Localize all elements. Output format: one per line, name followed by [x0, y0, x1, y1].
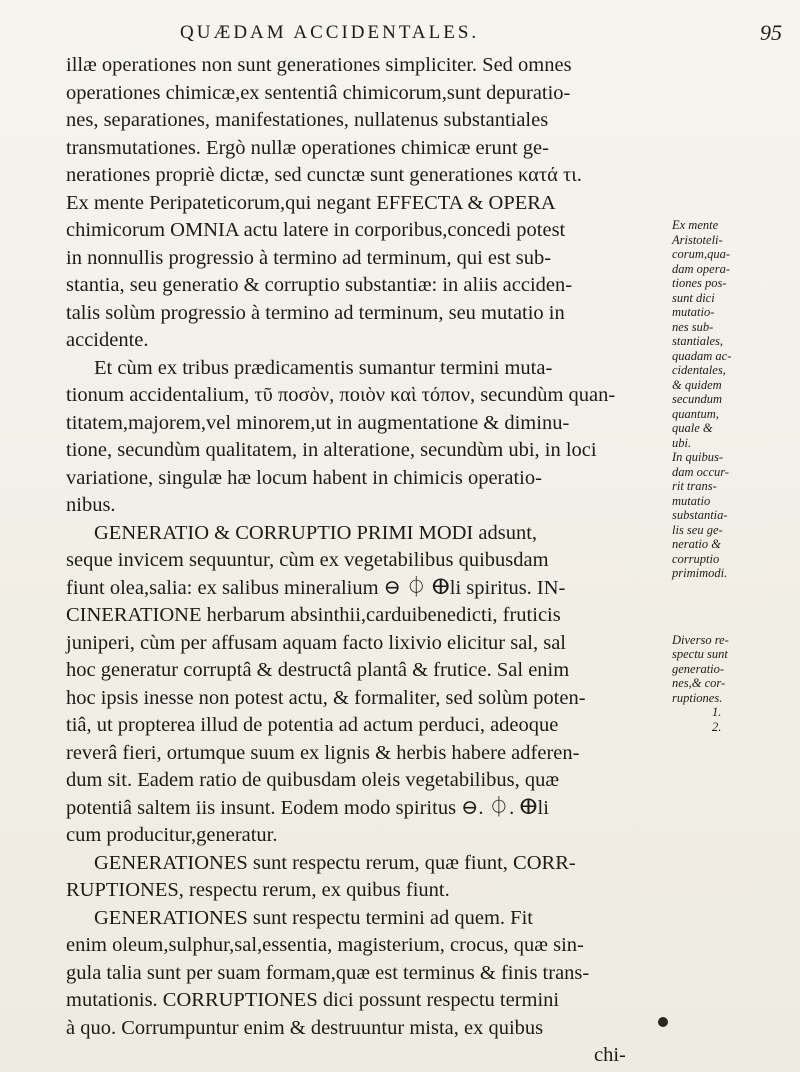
margin-note: corum,qua- [672, 247, 730, 261]
margin-note: rit trans- [672, 479, 717, 493]
running-head: QUÆDAM ACCIDENTALES. [180, 22, 480, 43]
page-header [0, 14, 800, 44]
text-line: Ex mente Peripateticorum,qui negant EFFECTA & OPERA [66, 191, 556, 214]
text-line: illæ operationes non sunt generationes simpliciter. Sed omnes [66, 54, 572, 76]
margin-note: lis seu ge- [672, 522, 723, 537]
text-line: cum producitur,generatur. [66, 824, 278, 846]
text-line: transmutationes. Ergò nullæ operationes chimicæ erunt ge- [66, 136, 549, 159]
text-line: titatem,majorem,vel minorem,ut in augmentatione & diminu- [66, 411, 570, 434]
text-line: enim oleum,sulphur,sal,essentia, magisterium, crocus, quæ sin- [66, 934, 584, 956]
text-line: tionum accidentalium, τῦ ποσὸν, ποιὸν καὶ τόπον, secundùm quan- [66, 384, 616, 406]
margin-note: Diverso re- [672, 632, 729, 647]
margin-note: primimodi. [672, 566, 728, 580]
text-line: nibus. [66, 494, 116, 516]
margin-note: nes,& cor- [672, 676, 726, 690]
margin-note: secundum [672, 392, 722, 406]
text-line: fiunt olea,salia: ex salibus mineralium ⊖ ⏀ ⴲli spiritus. IN- [66, 576, 566, 599]
margin-note: ubi. [672, 435, 692, 450]
text-line: gula talia sunt per suam formam,quæ est terminus & finis trans- [66, 961, 590, 984]
text-line: GENERATIO & CORRUPTIO PRIMI MODI adsunt, [94, 521, 538, 544]
margin-note: mutatio- [672, 305, 715, 319]
margin-notes [672, 52, 794, 734]
margin-note: neratio & [672, 537, 721, 551]
text-line: nerationes propriè dictæ, sed cunctæ sunt generationes κατά τι. [66, 164, 582, 186]
margin-note: corruptio [672, 551, 720, 566]
main-text-column [66, 52, 666, 1070]
text-line: à quo. Corrumpuntur enim & destruuntur mista, ex quibus [66, 1016, 544, 1039]
margin-note: Aristoteli- [672, 232, 723, 247]
text-line: tiâ, ut propterea illud de potentia ad actum perduci, adeoque [66, 714, 559, 736]
text-line: RUPTIONES, respectu rerum, ex quibus fiunt. [66, 879, 450, 901]
text-line: reverâ fieri, ortumque suum ex lignis & herbis habere adferen- [66, 741, 580, 764]
margin-note: generatio- [672, 661, 725, 676]
text-line: hoc ipsis inesse non potest actu, & formaliter, sed solùm poten- [66, 686, 586, 709]
text-line: stantia, seu generatio & corruptio substantiæ: in aliis acciden- [66, 274, 573, 296]
margin-note: stantiales, [672, 334, 724, 348]
margin-note: quantum, [672, 406, 719, 421]
text-line: nes, separationes, manifestationes, nullatenus substantiales [66, 109, 549, 131]
text-line: GENERATIONES sunt respectu rerum, quæ fiunt, CORR- [94, 851, 576, 874]
text-line: Et cùm ex tribus prædicamentis sumantur termini muta- [94, 356, 553, 379]
catchword: chi- [594, 1044, 626, 1066]
ink-blot [658, 1017, 668, 1027]
margin-note: sunt dici [672, 290, 715, 305]
margin-note: Ex mente [672, 218, 719, 232]
margin-note: & quidem [672, 377, 722, 392]
text-line: juniperi, cùm per affusam aquam facto lixivio elicitur sal, sal [66, 631, 567, 654]
text-line: talis solùm progressio à termino ad terminum, seu mutatio in [66, 301, 565, 324]
text-line: GENERATIONES sunt respectu termini ad quem. Fit [94, 906, 533, 929]
margin-note: 2. [712, 719, 722, 734]
margin-note: cidentales, [672, 363, 726, 377]
text-line: chimicorum OMNIA actu latere in corporibus,concedi potest [66, 219, 566, 241]
margin-note: ruptiones. [672, 690, 723, 705]
text-line: tione, secundùm qualitatem, in alteratione, secundùm ubi, in loci [66, 439, 597, 461]
margin-note: dam opera- [672, 261, 730, 276]
margin-note: 1. [712, 705, 722, 719]
text-line: variatione, singulæ hæ locum habent in chimicis operatio- [66, 466, 542, 489]
text-line: mutationis. CORRUPTIONES dici possunt respectu termini [66, 989, 560, 1011]
margin-note: tiones pos- [672, 276, 727, 290]
text-line: hoc generatur corruptâ & destructâ plantâ & frutice. Sal enim [66, 659, 570, 681]
text-line: seque invicem sequuntur, cùm ex vegetabilibus quibusdam [66, 549, 549, 571]
margin-note: In quibus- [672, 450, 724, 464]
margin-note: spectu sunt [672, 647, 728, 661]
text-line: CINERATIONE herbarum absinthii,carduibenedicti, fruticis [66, 604, 561, 626]
text-line: dum sit. Eadem ratio de quibusdam oleis vegetabilibus, quæ [66, 769, 560, 791]
text-line: operationes chimicæ,ex sententiâ chimicorum,sunt depuratio- [66, 81, 571, 104]
margin-note: substantia- [672, 508, 728, 522]
text-line: accidente. [66, 329, 149, 351]
margin-note: dam occur- [672, 464, 730, 479]
margin-note: nes sub- [672, 319, 714, 334]
text-line: potentiâ saltem iis insunt. Eodem modo spiritus ⊖. ⏀. ⴲli [66, 796, 549, 819]
margin-note: quadam ac- [672, 348, 732, 363]
page-number: 95 [760, 20, 782, 45]
text-line: in nonnullis progressio à termino ad terminum, qui est sub- [66, 246, 552, 269]
margin-note: quale & [672, 421, 713, 435]
margin-note: mutatio [672, 493, 711, 508]
